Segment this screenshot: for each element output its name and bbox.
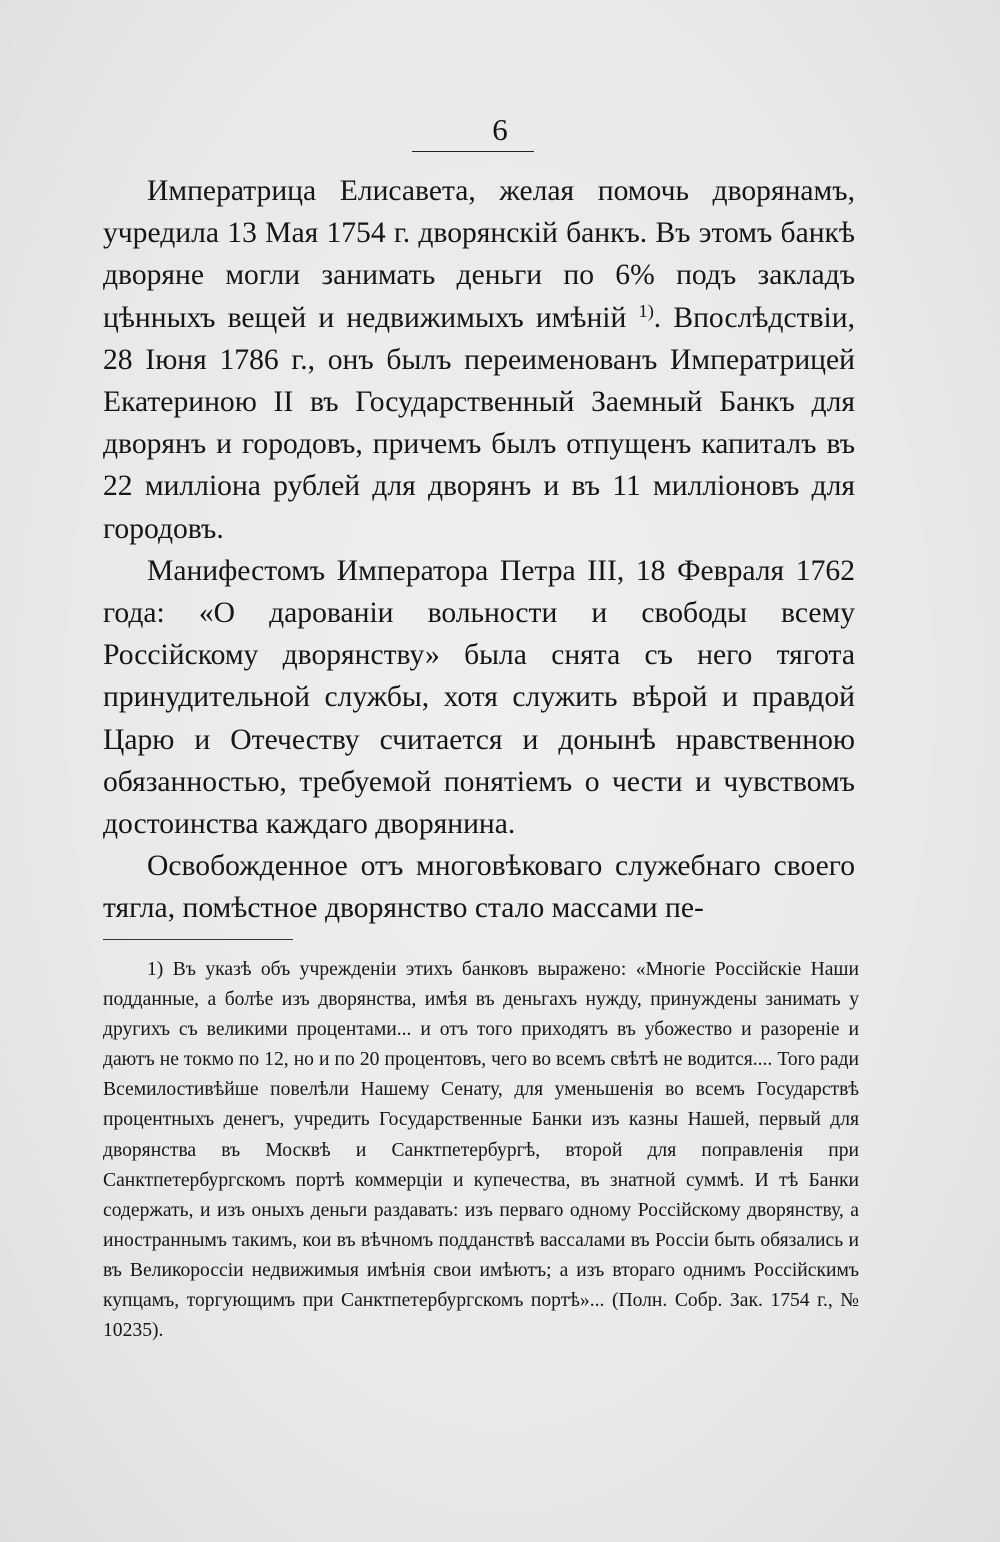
- paragraph-1-continuation: Впослѣдствiи, 28 Iюня 1786 г., онъ былъ переименованъ Императрицей Екатериною II въ Государственный Заемный Банкъ для дворянъ и городовъ, причемъ былъ отпущенъ капиталъ въ 22 миллiона рублей для дворянъ и въ 11 миллiоновъ для городовъ.: [103, 301, 855, 545]
- footnote-marker: 1): [147, 959, 164, 980]
- main-text: [103, 170, 855, 930]
- paragraph-3: Освобожденное отъ многовѣковаго служебнаго своего тягла, помѣстное дворянство стало массами пе-: [103, 850, 855, 925]
- footnote-reference-stop: .: [653, 301, 662, 334]
- page-number: 6: [492, 112, 508, 147]
- paragraph-2: Манифестомъ Императора Петра III, 18 Февраля 1762 года: «О дарованiи вольности и свободы всему Россiйскому дворянству» была снята съ него тягота принудительной службы, хотя служить вѣрой и правдой Царю и Отечеству считается и донынѣ нравственною обязанностью, требуемой понятiемъ о чести и чувствомъ достоинства каждаго дворянина.: [103, 554, 855, 841]
- header-rule: [412, 151, 534, 152]
- footnote-rule: [103, 939, 293, 940]
- footnote: [103, 955, 859, 1346]
- paragraph-1-text: Императрица Елисавета, желая помочь дворянамъ, учредила 13 Мая 1754 г. дворянскiй банкъ. Въ этомъ банкѣ дворяне могли занимать деньги по 6% подъ закладъ цѣнныхъ вещей и недвижимыхъ имѣнiй: [103, 175, 855, 334]
- footnote-reference: 1): [638, 300, 654, 321]
- footnote-text: Въ указѣ объ учрежденiи этихъ банковъ выражено: «Многiе Россiйскiе Наши подданные, а болѣе изъ дворянства, имѣя въ деньгахъ нужду, принуждены занимать у другихъ съ великими процентами... и отъ того приходятъ въ убожество и разоренiе и даютъ не токмо по 12, но и по 20 процентовъ, чего во всемъ свѣтѣ не водится.... Того ради Всемилостивѣйше повелѣли Нашему Сенату, для уменьшенiя во всемъ Государствѣ процентныхъ денегъ, учредить Государственные Банки изъ казны Нашей, первый для дворянства въ Москвѣ и Санктпетербургѣ, второй для поправленiя при Санктпетербургскомъ портѣ коммерцiи и купечества, въ знатной суммѣ. И тѣ Банки содержать, и изъ оныхъ деньги раздавать: изъ перваго одному Россiйскому дворянству, а иностраннымъ такимъ, кои въ вѣчномъ подданствѣ вассалами въ Россiи быть обязались и въ Великороссiи недвижимыя имѣнiя свои имѣютъ; а изъ втораго однимъ Россiйскимъ купцамъ, торгующимъ при Санктпетербургскомъ портѣ»... (Полн. Собр. Зак. 1754 г., № 10235).: [103, 959, 859, 1342]
- paragraph-1: [103, 170, 855, 550]
